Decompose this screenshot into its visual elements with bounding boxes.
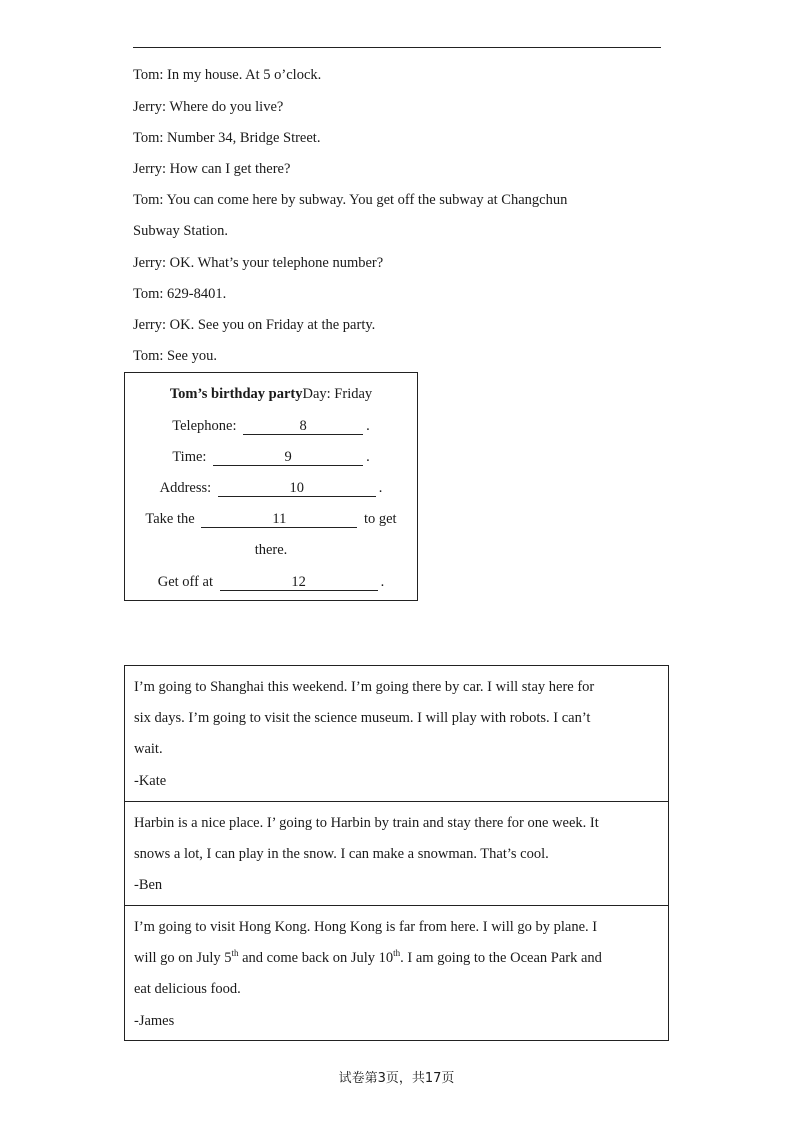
passage-ben (125, 802, 668, 906)
getoff-blank[interactable]: 12 (220, 574, 378, 591)
top-rule (133, 47, 661, 48)
period: . (366, 449, 370, 465)
dialogue-line: Tom: Number 34, Bridge Street. (133, 130, 321, 146)
dialogue-line: Jerry: How can I get there? (133, 161, 291, 177)
address-blank[interactable]: 10 (218, 480, 376, 497)
take-suffix: to get (363, 511, 397, 527)
passage-line: wait. (134, 741, 163, 757)
passage-fragment: . I am going to the Ocean Park and (400, 950, 602, 966)
telephone-blank[interactable]: 8 (243, 418, 363, 435)
passage-fragment: will go on July 5 (134, 950, 232, 966)
address-label: Address: (159, 480, 212, 496)
dialogue-line: Tom: 629-8401. (133, 286, 227, 302)
take-blank[interactable]: 11 (201, 511, 357, 528)
passage-signature: -Kate (134, 773, 167, 789)
passage-line: eat delicious food. (134, 981, 241, 997)
passage-kate (125, 666, 668, 802)
time-blank[interactable]: 9 (213, 449, 363, 466)
dialogue-line: Jerry: Where do you live? (133, 99, 284, 115)
take-label: Take the (145, 511, 195, 527)
there-row: there. (254, 542, 288, 558)
form-title-row (125, 384, 417, 404)
passage-text (134, 672, 656, 765)
reading-passages-table (124, 665, 669, 1041)
birthday-party-form (124, 372, 418, 601)
telephone-label: Telephone: (172, 418, 237, 434)
getoff-label: Get off at (157, 574, 214, 590)
period: . (380, 574, 385, 590)
passage-fragment: and come back on July 10 (238, 950, 394, 966)
dialogue-line: Jerry: OK. What’s your telephone number? (133, 255, 384, 271)
passage-signature: -Ben (134, 877, 163, 893)
passage-james (125, 906, 668, 1040)
period: . (378, 480, 383, 496)
time-row (125, 447, 417, 467)
passage-line: six days. I’m going to visit the science museum. I will play with robots. I can’t (134, 710, 591, 726)
dialogue-line: Tom: You can come here by subway. You get off the subway at Changchun (133, 192, 568, 208)
passage-signature: -James (134, 1013, 175, 1029)
form-day: Day: Friday (302, 386, 373, 402)
time-label: Time: (172, 449, 207, 465)
passage-line (134, 943, 656, 974)
ordinal-suffix: th (393, 948, 401, 958)
getoff-row (125, 572, 417, 592)
page-footer: 试卷第3页，共17页 (338, 1071, 455, 1086)
passage-line: I’m going to visit Hong Kong. Hong Kong is far from here. I will go by plane. I (134, 919, 598, 935)
take-row (125, 509, 417, 529)
ordinal-suffix: th (231, 948, 239, 958)
passage-line: I’m going to Shanghai this weekend. I’m going there by car. I will stay here for (134, 679, 595, 695)
dialogue-line: Tom: See you. (133, 348, 217, 364)
form-title: Tom’s birthday party (169, 386, 303, 402)
passage-line: snows a lot, I can play in the snow. I can make a snowman. That’s cool. (134, 846, 549, 862)
passage-line: Harbin is a nice place. I’ going to Harbin by train and stay there for one week. It (134, 815, 599, 831)
dialogue-line: Subway Station. (133, 223, 229, 239)
passage-text (134, 808, 656, 870)
telephone-row (125, 416, 417, 436)
address-row (125, 478, 417, 498)
passage-text (134, 912, 656, 1005)
dialogue-line: Tom: In my house. At 5 o’clock. (133, 67, 322, 83)
dialogue-line: Jerry: OK. See you on Friday at the party. (133, 317, 376, 333)
period: . (366, 418, 370, 434)
